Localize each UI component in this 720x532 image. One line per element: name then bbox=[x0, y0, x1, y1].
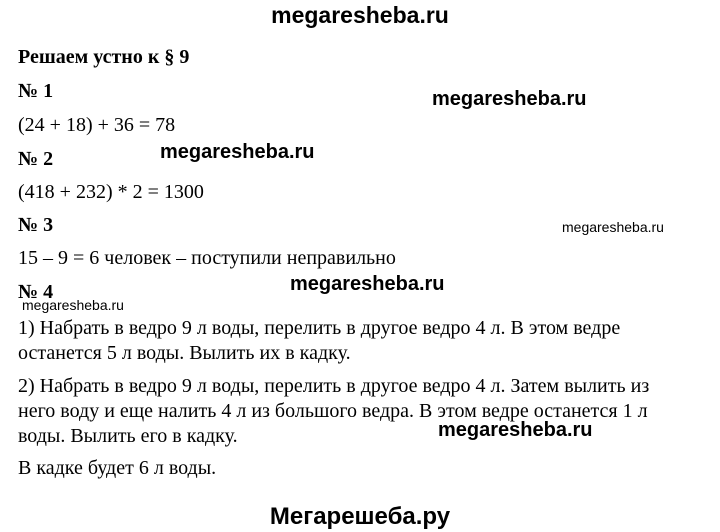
problem-2-line-1: (418 + 232) * 2 = 1300 bbox=[18, 181, 204, 203]
header-site-title: megaresheba.ru bbox=[271, 2, 449, 28]
problem-1-label: № 1 bbox=[18, 80, 54, 102]
section-title: Решаем устно к § 9 bbox=[18, 46, 190, 68]
watermark-5: megaresheba.ru bbox=[22, 297, 124, 313]
watermark-2: megaresheba.ru bbox=[160, 141, 315, 163]
problem-4-line-5: воды. Вылить его в кадку. bbox=[18, 425, 238, 447]
problem-4-line-6: В кадке будет 6 л воды. bbox=[18, 457, 217, 479]
watermark-6: megaresheba.ru bbox=[438, 419, 593, 441]
problem-3-label: № 3 bbox=[18, 214, 54, 236]
problem-4-label: № 4 bbox=[18, 281, 54, 303]
problem-2-label: № 2 bbox=[18, 148, 54, 170]
watermark-1: megaresheba.ru bbox=[432, 88, 587, 110]
problem-4-line-3: 2) Набрать в ведро 9 л воды, перелить в другое ведро 4 л. Затем вылить из bbox=[18, 375, 650, 397]
watermark-3: megaresheba.ru bbox=[562, 219, 664, 235]
problem-1-line-1: (24 + 18) + 36 = 78 bbox=[18, 114, 176, 136]
footer-site-title: Мегарешеба.ру bbox=[269, 503, 451, 530]
problem-4-line-2: останется 5 л воды. Вылить их в кадку. bbox=[18, 342, 351, 364]
problem-4-line-4: него воду и еще налить 4 л из большого ведра. В этом ведре останется 1 л bbox=[18, 400, 648, 422]
watermark-4: megaresheba.ru bbox=[290, 273, 445, 295]
problem-3-line-1: 15 – 9 = 6 человек – поступили неправильно bbox=[18, 247, 396, 269]
problem-4-line-1: 1) Набрать в ведро 9 л воды, перелить в другое ведро 4 л. В этом ведре bbox=[18, 317, 621, 339]
